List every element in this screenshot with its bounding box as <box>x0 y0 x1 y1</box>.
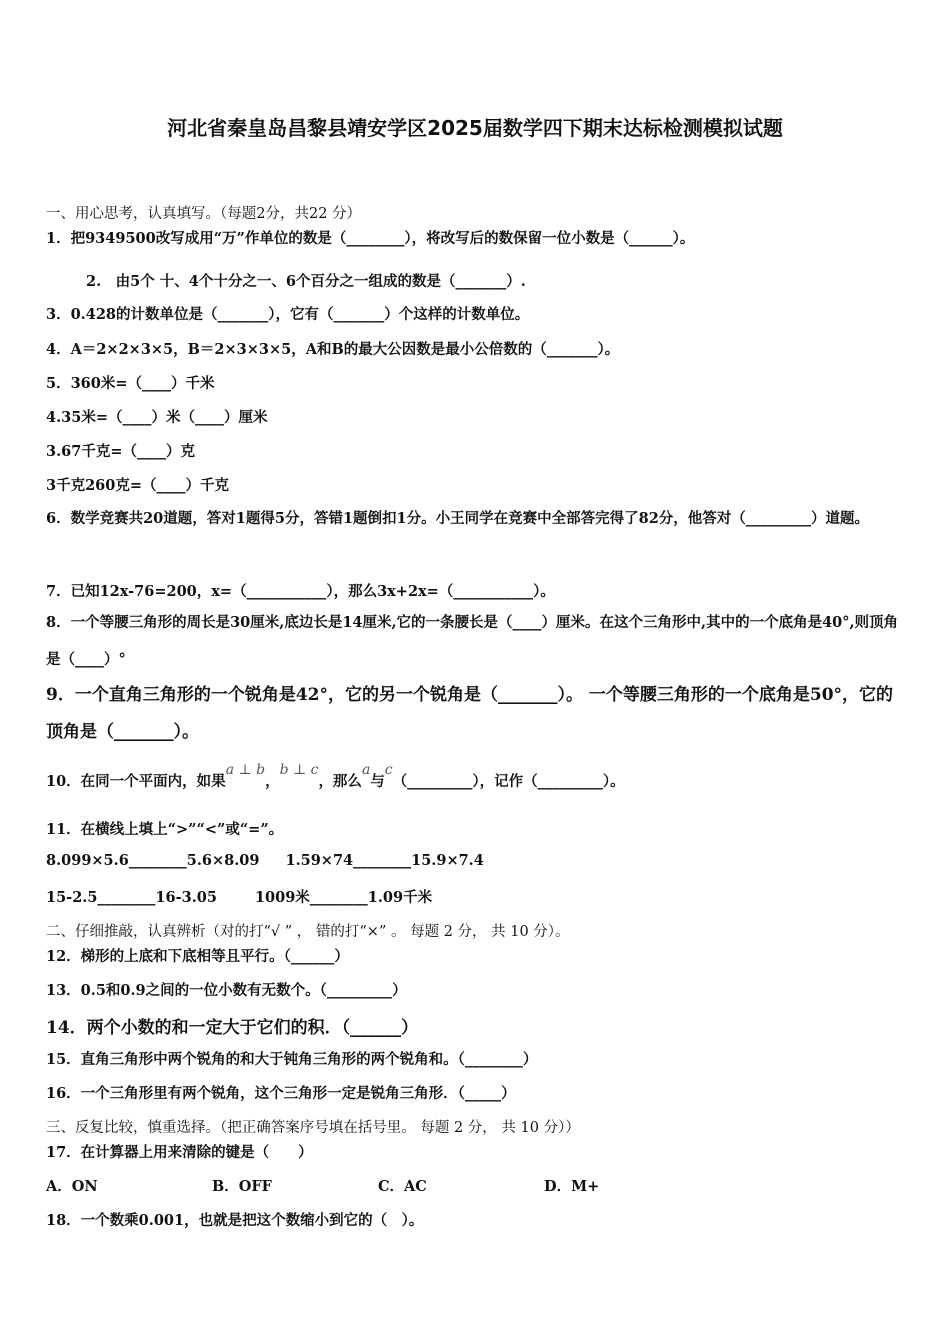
option-a: A．ON <box>46 1178 98 1195</box>
question-9: 9．一个直角三角形的一个锐角是42°，它的另一个锐角是（_______）。 一个等腰三角形的一个底角是50°，它的顶角是（_______）。 <box>46 685 894 742</box>
question-11-row-2 <box>46 886 432 907</box>
q10-sep2: ，那么 <box>318 773 362 790</box>
section-3-heading: 三、反复比较，慎重选择。（把正确答案序号填在括号里。 每题 2 分， 共 10 分）） <box>46 1120 580 1136</box>
section-2-heading: 二、仔细推敲，认真辨析（对的打“√ ” ， 错的打“×” 。 每题 2 分， 共 10 分）。 <box>46 924 570 940</box>
question-1: 1．把9349500改写成用“万”作单位的数是（________），将改写后的数保留一位小数是（______）。 <box>46 230 695 247</box>
math-a-perp-b: a ⊥ b <box>225 762 266 778</box>
question-8: 8．一个等腰三角形的周长是30厘米,底边长是14厘米,它的一条腰长是（____）厘米。在这个三角形中,其中的一个底角是40°,则顶角是（____）° <box>46 614 899 668</box>
question-14: 14．两个小数的和一定大于它们的积．（______） <box>46 1018 419 1038</box>
q11-item-a: 8.099×5.6________5.6×8.09 <box>46 852 260 869</box>
question-7: 7．已知12x-76=200，x=（___________），那么3x+2x=（___________）。 <box>46 583 555 600</box>
option-d: D．M+ <box>544 1178 600 1195</box>
question-10 <box>46 762 625 791</box>
question-5-line-3: 3.67千克=（____）克 <box>46 443 195 460</box>
math-c: c <box>384 762 393 778</box>
q11-item-d: 1009米________1.09千米 <box>254 889 433 906</box>
question-12: 12．梯形的上底和下底相等且平行。（______） <box>46 948 349 965</box>
q10-suffix: （_________），记作（_________）。 <box>392 773 625 790</box>
q10-sep1: ， <box>265 773 280 790</box>
q11-item-c: 15-2.5________16-3.05 <box>46 889 217 906</box>
math-a: a <box>361 762 371 778</box>
question-15: 15．直角三角形中两个锐角的和大于钝角三角形的两个锐角和。（________） <box>46 1051 538 1068</box>
question-5-line-2: 4.35米=（____）米（____）厘米 <box>46 409 268 426</box>
math-b-perp-c: b ⊥ c <box>279 762 319 778</box>
question-13: 13．0.5和0.9之间的一位小数有无数个。（_________） <box>46 982 407 999</box>
question-6: 6．数学竞赛共20道题，答对1题得5分，答错1题倒扣1分。小王同学在竞赛中全部答完得了82分，他答对（_________）道题。 <box>46 510 870 527</box>
question-4: 4．A＝2×2×3×5，B＝2×3×3×5，A和B的最大公因数是最小公倍数的（_______）。 <box>46 341 620 358</box>
question-17-options <box>46 1175 710 1196</box>
question-5-line-4: 3千克260克=（____）千克 <box>46 477 230 494</box>
q10-prefix: 10．在同一个平面内，如果 <box>46 773 226 790</box>
question-18: 18．一个数乘0.001，也就是把这个数缩小到它的（ ）。 <box>46 1212 424 1229</box>
question-5-line-1: 5．360米=（____）千米 <box>46 375 215 392</box>
question-17-stem: 17．在计算器上用来清除的键是（ ） <box>46 1144 313 1161</box>
question-3: 3．0.428的计数单位是（_______），它有（_______）个这样的计数单位。 <box>46 306 530 323</box>
option-b: B．OFF <box>212 1178 272 1195</box>
question-2: 2. 由5个 十、4个十分之一、6个百分之一组成的数是（_______）. <box>86 273 526 290</box>
page-title: 河北省秦皇岛昌黎县靖安学区2025届数学四下期末达标检测模拟试题 <box>167 116 783 140</box>
question-11-stem: 11．在横线上填上“>”“<”或“=”。 <box>46 821 284 838</box>
option-c: C．AC <box>378 1178 427 1195</box>
q11-item-b: 1.59×74________15.9×7.4 <box>285 852 484 869</box>
section-1-heading: 一、用心思考，认真填写。（每题2分，共22 分） <box>46 206 362 222</box>
question-11-row-1 <box>46 852 484 869</box>
q10-mid: 与 <box>370 773 385 790</box>
question-16: 16．一个三角形里有两个锐角，这个三角形一定是锐角三角形．（_____） <box>46 1085 516 1102</box>
